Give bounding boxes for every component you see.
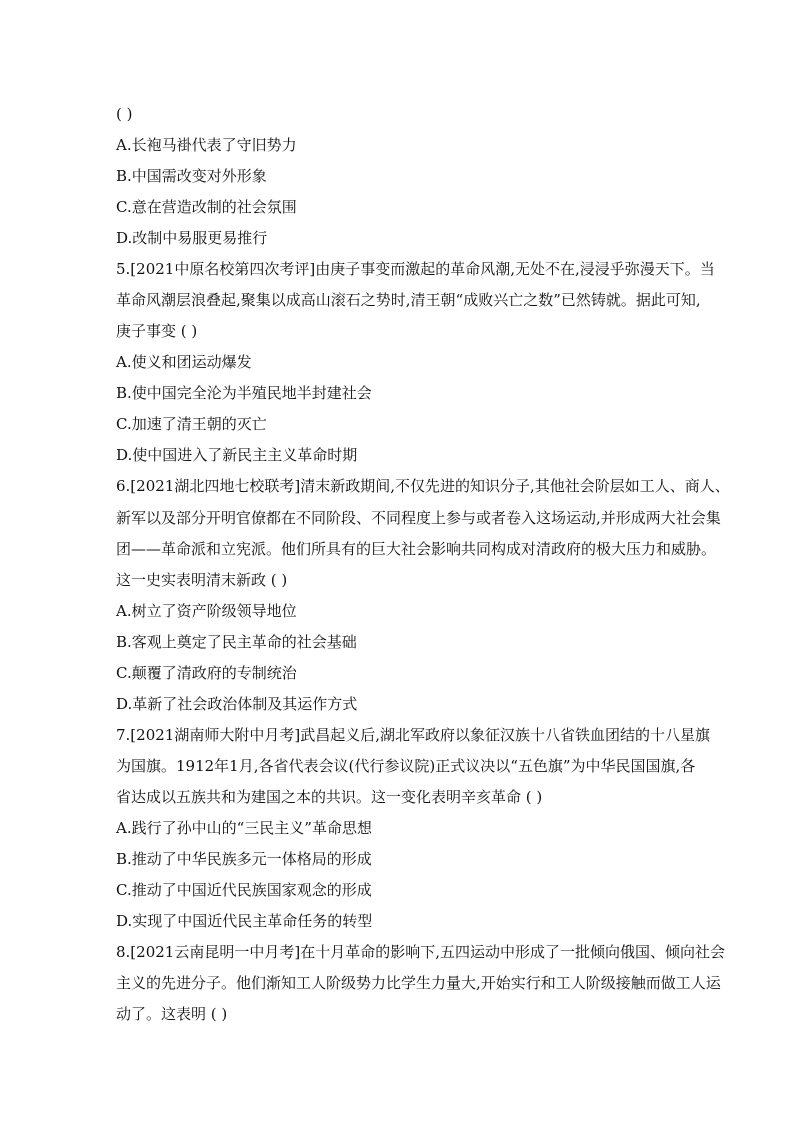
q6-option-d: D.革新了社会政治体制及其运作方式 xyxy=(116,695,358,713)
q8-stem-line-1: 8.[2021云南昆明一中月考]在十月革命的影响下,五四运动中形成了一批倾向俄国、倾向社会 xyxy=(116,943,725,961)
q6-option-c: C.颠覆了清政府的专制统治 xyxy=(116,664,297,682)
q7-option-c: C.推动了中国近代民族国家观念的形成 xyxy=(116,881,372,899)
q7-stem-line-1: 7.[2021湖南师大附中月考]武昌起义后,湖北军政府以象征汉族十八省铁血团结的十八星旗 xyxy=(116,726,710,744)
q6-stem-line-3: 团——革命派和立宪派。他们所具有的巨大社会影响共同构成对清政府的极大压力和威胁。 xyxy=(116,540,717,558)
q6-stem-line-1: 6.[2021湖北四地七校联考]清末新政期间,不仅先进的知识分子,其他社会阶层如工人、商人、 xyxy=(116,477,730,495)
q7-stem-line-2: 为国旗。1912年1月,各省代表会议(代行参议院)正式议决以“五色旗”为中华民国国旗,各 xyxy=(116,757,696,775)
q5-option-a: A.使义和团运动爆发 xyxy=(116,353,252,371)
q4-option-d: D.改制中易服更易推行 xyxy=(116,229,268,247)
q4-option-a: A.长袍马褂代表了守旧势力 xyxy=(116,136,297,154)
q5-option-c: C.加速了清王朝的灭亡 xyxy=(116,415,267,433)
q5-stem-line-3: 庚子事变 ( ) xyxy=(116,322,198,340)
q4-option-c: C.意在营造改制的社会氛围 xyxy=(116,198,297,216)
q6-stem-line-4: 这一史实表明清末新政 ( ) xyxy=(116,571,288,589)
q5-stem-line-2: 革命风潮层浪叠起,聚集以成高山滚石之势时,清王朝“成败兴亡之数”已然铸就。据此可知, xyxy=(116,291,701,309)
q5-option-d: D.使中国进入了新民主主义革命时期 xyxy=(116,446,358,464)
q5-option-b: B.使中国完全沦为半殖民地半封建社会 xyxy=(116,384,372,402)
q7-option-a: A.践行了孙中山的“三民主义”革命思想 xyxy=(116,819,372,837)
q7-stem-line-3: 省达成以五族共和为建国之本的共识。这一变化表明辛亥革命 ( ) xyxy=(116,788,543,806)
answer-bracket-q4: ( ) xyxy=(116,105,133,123)
q5-stem-line-1: 5.[2021中原名校第四次考评]由庚子事变而激起的革命风潮,无处不在,浸浸乎弥漫天下。当 xyxy=(116,260,715,278)
q6-option-a: A.树立了资产阶级领导地位 xyxy=(116,602,297,620)
q6-option-b: B.客观上奠定了民主革命的社会基础 xyxy=(116,633,357,651)
q7-option-b: B.推动了中华民族多元一体格局的形成 xyxy=(116,850,372,868)
q6-stem-line-2: 新军以及部分开明官僚都在不同阶段、不同程度上参与或者卷入这场运动,并形成两大社会集 xyxy=(116,509,721,527)
q4-option-b: B.中国需改变对外形象 xyxy=(116,167,267,185)
q8-stem-line-2: 主义的先进分子。他们渐知工人阶级势力比学生力量大,开始实行和工人阶级接触而做工人运 xyxy=(116,974,721,992)
q7-option-d: D.实现了中国近代民主革命任务的转型 xyxy=(116,912,373,930)
q8-stem-line-3: 动了。这表明 ( ) xyxy=(116,1005,228,1023)
